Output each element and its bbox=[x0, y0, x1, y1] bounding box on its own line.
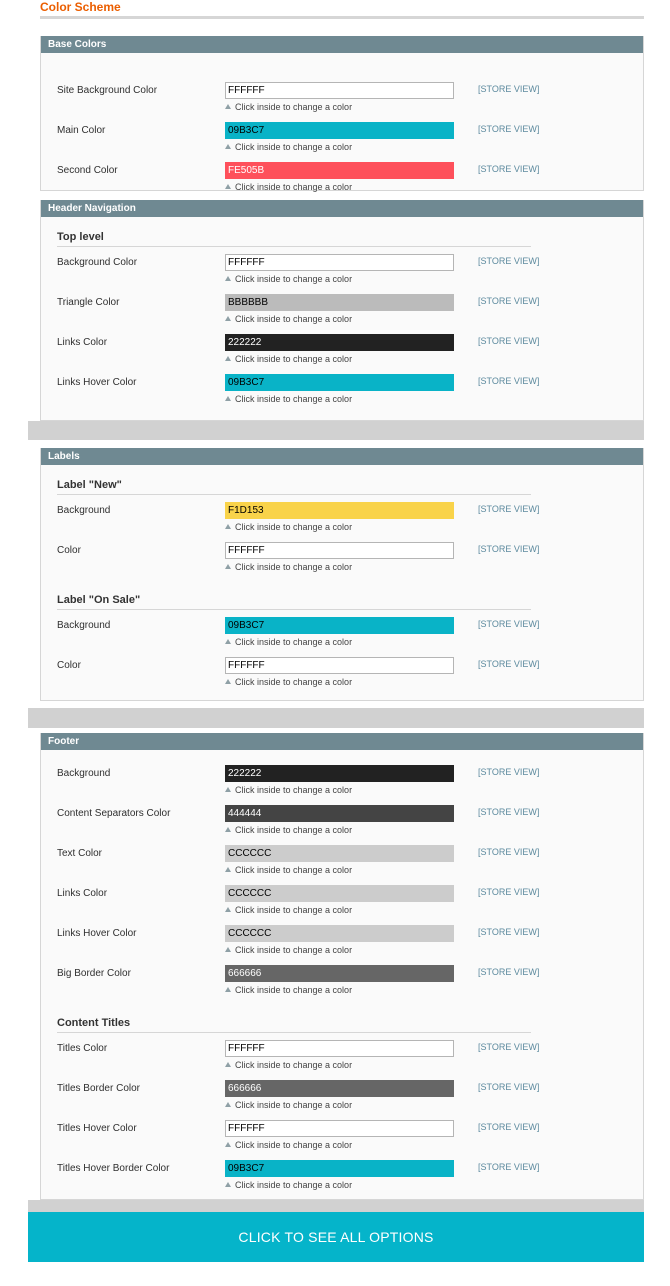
color-setting-row bbox=[41, 1160, 645, 1196]
color-setting-row bbox=[41, 334, 645, 370]
setting-label: Background bbox=[57, 505, 111, 516]
triangle-up-icon bbox=[225, 316, 231, 321]
header-navigation-section bbox=[40, 200, 644, 421]
color-setting-row bbox=[41, 82, 645, 118]
hint-text: Click inside to change a color bbox=[235, 865, 353, 875]
color-setting-row bbox=[41, 294, 645, 330]
color-hint bbox=[225, 102, 352, 113]
hint-text: Click inside to change a color bbox=[235, 142, 353, 152]
color-setting-row bbox=[41, 1040, 645, 1076]
color-picker-input[interactable]: CCCCCC bbox=[225, 925, 454, 942]
scope-label: [STORE VIEW] bbox=[478, 659, 540, 669]
labels-section bbox=[40, 448, 644, 701]
color-setting-row bbox=[41, 122, 645, 158]
triangle-up-icon bbox=[225, 524, 231, 529]
color-picker-input[interactable]: 222222 bbox=[225, 765, 454, 782]
setting-label: Titles Border Color bbox=[57, 1083, 140, 1094]
hint-text: Click inside to change a color bbox=[235, 1180, 353, 1190]
triangle-up-icon bbox=[225, 1102, 231, 1107]
color-hint bbox=[225, 1140, 352, 1151]
setting-label: Text Color bbox=[57, 848, 103, 859]
color-setting-row bbox=[41, 845, 645, 881]
triangle-up-icon bbox=[225, 564, 231, 569]
color-picker-input[interactable]: CCCCCC bbox=[225, 885, 454, 902]
section-separator bbox=[28, 1200, 644, 1212]
scope-label: [STORE VIEW] bbox=[478, 847, 540, 857]
color-picker-input[interactable]: 09B3C7 bbox=[225, 374, 454, 391]
color-hint bbox=[225, 182, 352, 193]
triangle-up-icon bbox=[225, 827, 231, 832]
scope-label: [STORE VIEW] bbox=[478, 767, 540, 777]
color-setting-row bbox=[41, 617, 645, 653]
setting-label: Site Background Color bbox=[57, 85, 158, 96]
color-picker-input[interactable]: 444444 bbox=[225, 805, 454, 822]
color-picker-input[interactable]: FFFFFF bbox=[225, 1120, 454, 1137]
scope-label: [STORE VIEW] bbox=[478, 296, 540, 306]
hint-text: Click inside to change a color bbox=[235, 905, 353, 915]
triangle-up-icon bbox=[225, 987, 231, 992]
color-picker-input[interactable]: FE505B bbox=[225, 162, 454, 179]
triangle-up-icon bbox=[225, 679, 231, 684]
scope-label: [STORE VIEW] bbox=[478, 1162, 540, 1172]
color-picker-input[interactable]: FFFFFF bbox=[225, 254, 454, 271]
setting-label: Color bbox=[57, 545, 81, 556]
setting-label: Titles Hover Color bbox=[57, 1123, 137, 1134]
color-setting-row bbox=[41, 885, 645, 921]
hint-text: Click inside to change a color bbox=[235, 785, 353, 795]
color-hint bbox=[225, 785, 352, 796]
color-picker-input[interactable]: 222222 bbox=[225, 334, 454, 351]
color-hint bbox=[225, 1060, 352, 1071]
scope-label: [STORE VIEW] bbox=[478, 504, 540, 514]
color-setting-row bbox=[41, 965, 645, 1001]
base-colors-section bbox=[40, 36, 644, 191]
color-picker-input[interactable]: 09B3C7 bbox=[225, 122, 454, 139]
hint-text: Click inside to change a color bbox=[235, 314, 353, 324]
footer-section bbox=[40, 733, 644, 1200]
color-hint bbox=[225, 905, 352, 916]
hint-text: Click inside to change a color bbox=[235, 562, 353, 572]
triangle-up-icon bbox=[225, 1182, 231, 1187]
setting-label: Background bbox=[57, 620, 111, 631]
setting-label: Color bbox=[57, 660, 81, 671]
color-setting-row bbox=[41, 1080, 645, 1116]
color-setting-row bbox=[41, 765, 645, 801]
group-title: Label "On Sale" bbox=[57, 594, 531, 610]
color-hint bbox=[225, 354, 352, 365]
see-all-options-button[interactable]: CLICK TO SEE ALL OPTIONS bbox=[28, 1212, 644, 1262]
triangle-up-icon bbox=[225, 184, 231, 189]
setting-label: Triangle Color bbox=[57, 297, 120, 308]
scope-label: [STORE VIEW] bbox=[478, 336, 540, 346]
triangle-up-icon bbox=[225, 356, 231, 361]
hint-text: Click inside to change a color bbox=[235, 677, 353, 687]
hint-text: Click inside to change a color bbox=[235, 1060, 353, 1070]
color-setting-row bbox=[41, 374, 645, 410]
scope-label: [STORE VIEW] bbox=[478, 256, 540, 266]
color-picker-input[interactable]: CCCCCC bbox=[225, 845, 454, 862]
color-hint bbox=[225, 394, 352, 405]
scope-label: [STORE VIEW] bbox=[478, 887, 540, 897]
color-hint bbox=[225, 1180, 352, 1191]
color-setting-row bbox=[41, 657, 645, 693]
triangle-up-icon bbox=[225, 1142, 231, 1147]
color-picker-input[interactable]: 09B3C7 bbox=[225, 1160, 454, 1177]
hint-text: Click inside to change a color bbox=[235, 354, 353, 364]
color-hint bbox=[225, 562, 352, 573]
scope-label: [STORE VIEW] bbox=[478, 164, 540, 174]
triangle-up-icon bbox=[225, 947, 231, 952]
page-title: Color Scheme bbox=[40, 0, 121, 14]
hint-text: Click inside to change a color bbox=[235, 394, 353, 404]
setting-label: Background bbox=[57, 768, 111, 779]
triangle-up-icon bbox=[225, 1062, 231, 1067]
scope-label: [STORE VIEW] bbox=[478, 967, 540, 977]
color-picker-input[interactable]: BBBBBB bbox=[225, 294, 454, 311]
color-hint bbox=[225, 274, 352, 285]
triangle-up-icon bbox=[225, 276, 231, 281]
group-title: Label "New" bbox=[57, 479, 531, 495]
setting-label: Big Border Color bbox=[57, 968, 131, 979]
setting-label: Content Separators Color bbox=[57, 808, 171, 819]
color-picker-input[interactable]: 09B3C7 bbox=[225, 617, 454, 634]
color-setting-row bbox=[41, 162, 645, 198]
color-setting-row bbox=[41, 1120, 645, 1156]
color-hint bbox=[225, 1100, 352, 1111]
color-hint bbox=[225, 142, 352, 153]
setting-label: Main Color bbox=[57, 125, 106, 136]
setting-label: Background Color bbox=[57, 257, 138, 268]
section-header[interactable]: Labels bbox=[41, 448, 643, 465]
color-hint bbox=[225, 522, 352, 533]
group-title: Top level bbox=[57, 231, 531, 247]
color-hint bbox=[225, 945, 352, 956]
setting-label: Links Color bbox=[57, 337, 108, 348]
color-setting-row bbox=[41, 925, 645, 961]
color-picker-input[interactable]: FFFFFF bbox=[225, 82, 454, 99]
color-picker-input[interactable]: 666666 bbox=[225, 965, 454, 982]
scope-label: [STORE VIEW] bbox=[478, 544, 540, 554]
scope-label: [STORE VIEW] bbox=[478, 1122, 540, 1132]
section-separator bbox=[28, 708, 644, 728]
hint-text: Click inside to change a color bbox=[235, 274, 353, 284]
section-header[interactable]: Footer bbox=[41, 733, 643, 750]
scope-label: [STORE VIEW] bbox=[478, 619, 540, 629]
color-picker-input[interactable]: FFFFFF bbox=[225, 657, 454, 674]
triangle-up-icon bbox=[225, 104, 231, 109]
color-hint bbox=[225, 314, 352, 325]
color-picker-input[interactable]: 666666 bbox=[225, 1080, 454, 1097]
group-title: Content Titles bbox=[57, 1017, 531, 1033]
triangle-up-icon bbox=[225, 867, 231, 872]
scope-label: [STORE VIEW] bbox=[478, 807, 540, 817]
scope-label: [STORE VIEW] bbox=[478, 376, 540, 386]
setting-label: Titles Hover Border Color bbox=[57, 1163, 170, 1174]
hint-text: Click inside to change a color bbox=[235, 637, 353, 647]
color-hint bbox=[225, 985, 352, 996]
hint-text: Click inside to change a color bbox=[235, 182, 353, 192]
triangle-up-icon bbox=[225, 396, 231, 401]
section-header[interactable]: Header Navigation bbox=[41, 200, 643, 217]
color-picker-input[interactable]: FFFFFF bbox=[225, 1040, 454, 1057]
hint-text: Click inside to change a color bbox=[235, 1140, 353, 1150]
color-picker-input[interactable]: FFFFFF bbox=[225, 542, 454, 559]
triangle-up-icon bbox=[225, 907, 231, 912]
hint-text: Click inside to change a color bbox=[235, 522, 353, 532]
setting-label: Second Color bbox=[57, 165, 118, 176]
scope-label: [STORE VIEW] bbox=[478, 927, 540, 937]
scope-label: [STORE VIEW] bbox=[478, 1082, 540, 1092]
color-setting-row bbox=[41, 502, 645, 538]
setting-label: Titles Color bbox=[57, 1043, 108, 1054]
title-divider bbox=[40, 16, 644, 19]
triangle-up-icon bbox=[225, 639, 231, 644]
color-picker-input[interactable]: F1D153 bbox=[225, 502, 454, 519]
color-hint bbox=[225, 865, 352, 876]
scope-label: [STORE VIEW] bbox=[478, 124, 540, 134]
setting-label: Links Color bbox=[57, 888, 108, 899]
color-hint bbox=[225, 677, 352, 688]
triangle-up-icon bbox=[225, 144, 231, 149]
scope-label: [STORE VIEW] bbox=[478, 1042, 540, 1052]
color-hint bbox=[225, 825, 352, 836]
color-hint bbox=[225, 637, 352, 648]
color-setting-row bbox=[41, 805, 645, 841]
color-setting-row bbox=[41, 542, 645, 578]
setting-label: Links Hover Color bbox=[57, 928, 137, 939]
triangle-up-icon bbox=[225, 787, 231, 792]
hint-text: Click inside to change a color bbox=[235, 1100, 353, 1110]
hint-text: Click inside to change a color bbox=[235, 102, 353, 112]
hint-text: Click inside to change a color bbox=[235, 825, 353, 835]
setting-label: Links Hover Color bbox=[57, 377, 137, 388]
hint-text: Click inside to change a color bbox=[235, 985, 353, 995]
section-separator bbox=[28, 421, 644, 440]
hint-text: Click inside to change a color bbox=[235, 945, 353, 955]
section-header[interactable]: Base Colors bbox=[41, 36, 643, 53]
color-setting-row bbox=[41, 254, 645, 290]
scope-label: [STORE VIEW] bbox=[478, 84, 540, 94]
